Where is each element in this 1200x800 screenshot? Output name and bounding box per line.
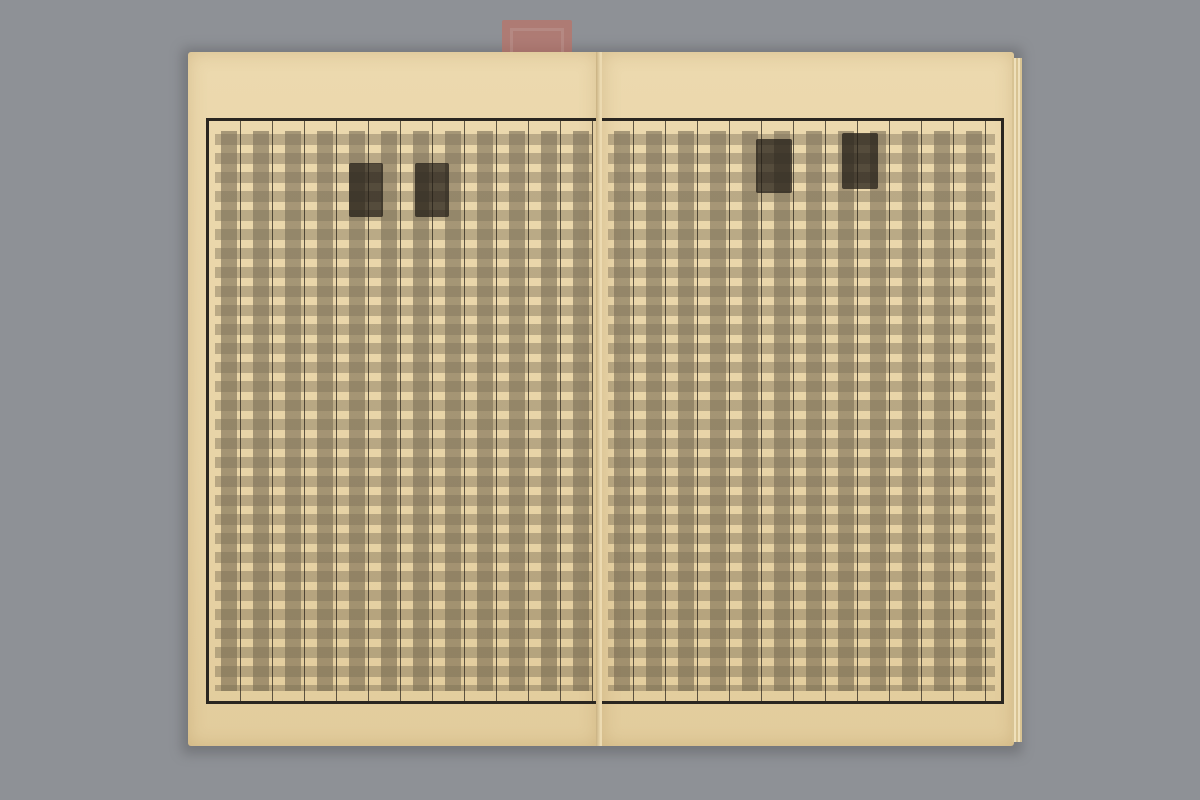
right-page-frame — [602, 118, 1004, 704]
right-page-text-block — [608, 131, 995, 691]
right-page — [602, 52, 1014, 746]
page-edge — [1012, 58, 1022, 742]
right-heading-glyph — [842, 133, 878, 189]
left-heading-glyph — [349, 163, 383, 217]
left-page — [188, 52, 598, 746]
left-page-frame — [206, 118, 598, 704]
left-page-text-block — [215, 131, 592, 691]
right-heading-glyph — [756, 139, 792, 193]
left-heading-glyph — [415, 163, 449, 217]
